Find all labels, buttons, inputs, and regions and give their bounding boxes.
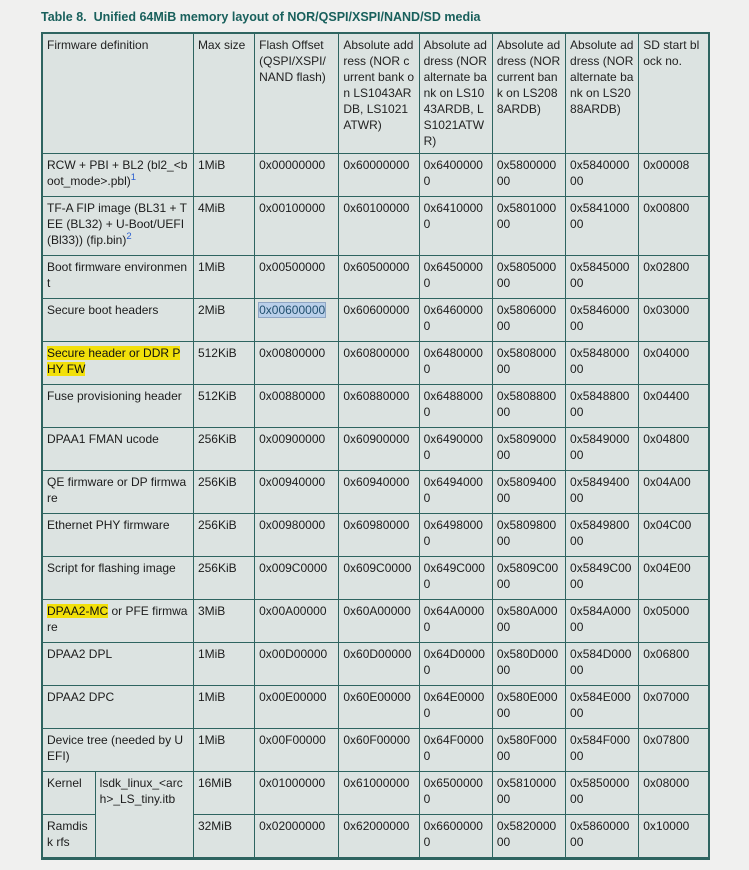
table-cell <box>339 772 419 815</box>
cell-text: 0x00980000 <box>259 518 326 532</box>
cell-text: 0x62000000 <box>343 819 410 833</box>
table-cell <box>255 686 339 729</box>
table-row <box>42 686 709 729</box>
table-cell <box>193 471 254 514</box>
table-cell <box>339 686 419 729</box>
table-cell <box>566 557 639 600</box>
cell-text: 0x580A00000 <box>496 604 558 634</box>
cell-text: 0x05000 <box>643 604 690 618</box>
cell-text: 0x01000000 <box>259 776 326 790</box>
table-cell <box>339 342 419 385</box>
table-cell <box>193 772 254 815</box>
column-header-7: Absolute address (NOR alternate bank on LS2088ARDB) <box>566 33 639 154</box>
table-cell <box>639 154 709 197</box>
cell-text: 0x64D00000 <box>423 647 485 677</box>
cell-text: 0x00D00000 <box>259 647 328 661</box>
cell-text: 0x580100000 <box>496 201 557 231</box>
table-cell <box>419 815 492 859</box>
cell-text: 0x5849C0000 <box>570 561 632 591</box>
cell-text: 0x64900000 <box>423 432 483 462</box>
cell-text: 0x08000 <box>643 776 690 790</box>
table-caption-label: Table 8. <box>41 10 87 24</box>
table-row <box>42 729 709 772</box>
table-row <box>42 299 709 342</box>
table-cell <box>492 514 565 557</box>
table-cell <box>419 772 492 815</box>
cell-text: 0x00A00000 <box>259 604 327 618</box>
table-cell <box>255 471 339 514</box>
cell-text: 0x60600000 <box>343 303 410 317</box>
table-cell <box>255 772 339 815</box>
table-cell <box>255 256 339 299</box>
table-row <box>42 514 709 557</box>
cell-text: 0x64100000 <box>423 201 483 231</box>
cell-text: 0x585000000 <box>570 776 630 806</box>
cell-text: 16MiB <box>197 776 232 790</box>
table-cell <box>566 428 639 471</box>
cell-text: 0x00880000 <box>259 389 326 403</box>
table-cell <box>255 428 339 471</box>
table-cell <box>255 514 339 557</box>
cell-text: 0x584E00000 <box>570 690 631 720</box>
table-cell <box>639 686 709 729</box>
cell-text: 0x65000000 <box>423 776 483 806</box>
cell-text: 512KiB <box>197 389 237 403</box>
cell-text: 0x009C0000 <box>259 561 328 575</box>
cell-text: 0x00500000 <box>259 260 326 274</box>
table-cell <box>492 256 565 299</box>
table-cell <box>566 729 639 772</box>
cell-text: 0x10000 <box>643 819 690 833</box>
cell-text: Device tree (needed by UEFI) <box>47 733 184 763</box>
table-cell <box>639 342 709 385</box>
table-cell <box>639 256 709 299</box>
table-cell <box>255 299 339 342</box>
cell-text: 0x649C0000 <box>423 561 485 591</box>
cell-text: RCW + PBI + BL2 (bl2_<boot_mode>.pbl) <box>47 158 188 188</box>
memory-layout-table <box>41 32 710 860</box>
cell-text: 0x580E00000 <box>496 690 558 720</box>
cell-text: 0x584980000 <box>570 518 630 548</box>
column-header-3: Flash Offset (QSPI/XSPI/NAND flash) <box>255 33 339 154</box>
table-cell <box>95 772 193 859</box>
cell-text: 0x582000000 <box>496 819 557 849</box>
table-cell <box>339 256 419 299</box>
table-row <box>42 256 709 299</box>
cell-text: 0x60A00000 <box>343 604 411 618</box>
table-header <box>42 33 709 154</box>
cell-text: 0x04C00 <box>643 518 692 532</box>
cell-text: 0x66000000 <box>423 819 483 849</box>
table-row <box>42 154 709 197</box>
table-cell <box>193 643 254 686</box>
cell-text: 0x586000000 <box>570 819 630 849</box>
cell-text: 0x580980000 <box>496 518 557 548</box>
cell-text: QE firmware or DP firmware <box>47 475 187 505</box>
cell-text: 1MiB <box>197 158 226 172</box>
table-cell <box>492 342 565 385</box>
cell-text: 0x00000000 <box>259 158 326 172</box>
table-cell <box>193 557 254 600</box>
table-cell <box>193 600 254 643</box>
table-cell <box>193 256 254 299</box>
table-cell <box>419 299 492 342</box>
table-cell <box>639 514 709 557</box>
table-cell <box>42 197 193 256</box>
table-cell <box>639 643 709 686</box>
table-row <box>42 342 709 385</box>
cell-text: 0x64880000 <box>423 389 483 419</box>
table-cell <box>42 815 95 859</box>
cell-text: 0x00940000 <box>259 475 326 489</box>
table-row <box>42 385 709 428</box>
document-page <box>0 10 749 870</box>
table-cell <box>639 600 709 643</box>
table-cell <box>419 729 492 772</box>
table-row <box>42 643 709 686</box>
table-cell <box>42 600 193 643</box>
table-cell <box>42 342 193 385</box>
cell-text: Secure boot headers <box>47 303 159 317</box>
table-cell <box>193 686 254 729</box>
table-cell <box>639 772 709 815</box>
table-cell <box>566 643 639 686</box>
table-cell <box>639 471 709 514</box>
cell-text: Fuse provisioning header <box>47 389 182 403</box>
cell-text: DPAA2 DPL <box>47 647 113 661</box>
cell-text: 0x60800000 <box>343 346 410 360</box>
cell-text: 256KiB <box>197 518 237 532</box>
table-cell <box>339 197 419 256</box>
cell-text: 0x60500000 <box>343 260 410 274</box>
table-caption-text: Unified 64MiB memory layout of NOR/QSPI/XSPI/NAND/SD media <box>93 10 481 24</box>
table-cell <box>42 686 193 729</box>
table-cell <box>255 385 339 428</box>
table-cell <box>566 197 639 256</box>
table-cell <box>193 342 254 385</box>
table-cell <box>419 256 492 299</box>
cell-text: DPAA2 DPC <box>47 690 115 704</box>
cell-text: 0x580500000 <box>496 260 557 290</box>
cell-text: 0x64A00000 <box>423 604 485 634</box>
cell-text: Kernel <box>47 776 82 790</box>
table-cell <box>419 154 492 197</box>
cell-text: 0x60D00000 <box>343 647 412 661</box>
yellow-highlighted-text: Secure header or DDR PHY FW <box>47 346 181 376</box>
table-cell <box>492 557 565 600</box>
table-cell <box>419 428 492 471</box>
cell-text: 0x584600000 <box>570 303 630 333</box>
table-row <box>42 197 709 256</box>
table-cell <box>492 154 565 197</box>
table-cell <box>566 772 639 815</box>
cell-text: 0x581000000 <box>496 776 557 806</box>
table-cell <box>492 729 565 772</box>
cell-text: 0x584880000 <box>570 389 630 419</box>
column-header-4: Absolute address (NOR current bank on LS1043ARDB, LS1021ATWR) <box>339 33 419 154</box>
cell-text: 0x00100000 <box>259 201 326 215</box>
yellow-highlighted-text: DPAA2-MC <box>47 604 109 618</box>
cell-text: 1MiB <box>197 690 226 704</box>
table-cell <box>193 385 254 428</box>
table-cell <box>255 815 339 859</box>
cell-text: 512KiB <box>197 346 237 360</box>
cell-text: 0x580F00000 <box>496 733 557 763</box>
cell-text: Ramdisk rfs <box>47 819 88 849</box>
table-cell <box>492 643 565 686</box>
cell-text: Script for flashing image <box>47 561 176 575</box>
table-cell <box>193 299 254 342</box>
cell-text: 0x64F00000 <box>423 733 484 763</box>
table-cell <box>255 729 339 772</box>
table-cell <box>566 256 639 299</box>
cell-text: 0x584900000 <box>570 432 630 462</box>
table-row <box>42 471 709 514</box>
cell-text: 0x07000 <box>643 690 690 704</box>
cell-text: 0x06800 <box>643 647 690 661</box>
table-cell <box>339 471 419 514</box>
column-header-6: Absolute address (NOR current bank on LS2088ARDB) <box>492 33 565 154</box>
table-cell <box>492 385 565 428</box>
column-header-1: Firmware definition <box>42 33 193 154</box>
cell-text: 0x00800 <box>643 201 690 215</box>
cell-text: Ethernet PHY firmware <box>47 518 170 532</box>
cell-text: 0x580000000 <box>496 158 557 188</box>
cell-text: 0x60940000 <box>343 475 410 489</box>
table-cell <box>419 514 492 557</box>
cell-text: 0x60000000 <box>343 158 410 172</box>
table-cell <box>42 471 193 514</box>
cell-text: 1MiB <box>197 733 226 747</box>
cell-text: 0x03000 <box>643 303 690 317</box>
cell-text: TF-A FIP image (BL31 + TEE (BL32) + U-Boot/UEFI (Bl33)) (fip.bin) <box>47 201 187 247</box>
table-cell <box>339 600 419 643</box>
table-cell <box>566 600 639 643</box>
cell-text: 0x584000000 <box>570 158 630 188</box>
cell-text: DPAA1 FMAN ucode <box>47 432 159 446</box>
table-cell <box>566 342 639 385</box>
cell-text: 0x60980000 <box>343 518 410 532</box>
cell-text: 0x584500000 <box>570 260 630 290</box>
table-cell <box>419 643 492 686</box>
table-body <box>42 154 709 859</box>
cell-text: 0x580940000 <box>496 475 557 505</box>
table-cell <box>492 686 565 729</box>
table-cell <box>255 154 339 197</box>
footnote-ref-link[interactable]: 1 <box>130 172 137 183</box>
cell-text: 0x07800 <box>643 733 690 747</box>
table-cell <box>255 600 339 643</box>
table-cell <box>42 256 193 299</box>
table-cell <box>42 299 193 342</box>
cell-text: 0x580600000 <box>496 303 557 333</box>
table-cell <box>193 197 254 256</box>
cell-text: 0x584800000 <box>570 346 630 376</box>
cell-text: 0x02800 <box>643 260 690 274</box>
cell-text: 1MiB <box>197 260 226 274</box>
cell-text: 0x64940000 <box>423 475 483 505</box>
cell-text: 0x64600000 <box>423 303 483 333</box>
table-cell <box>255 643 339 686</box>
selected-text-highlight: 0x00600000 <box>259 303 326 317</box>
table-cell <box>42 514 193 557</box>
cell-text: 0x584F00000 <box>570 733 631 763</box>
table-cell <box>339 729 419 772</box>
table-cell <box>492 471 565 514</box>
table-cell <box>492 815 565 859</box>
cell-text: 0x584940000 <box>570 475 630 505</box>
cell-text: 0x584100000 <box>570 201 630 231</box>
table-cell <box>639 815 709 859</box>
table-cell <box>193 428 254 471</box>
cell-text: 0x60900000 <box>343 432 410 446</box>
column-header-8: SD start block no. <box>639 33 709 154</box>
table-cell <box>255 197 339 256</box>
table-cell <box>566 385 639 428</box>
cell-text: 0x580900000 <box>496 432 557 462</box>
table-cell <box>492 197 565 256</box>
table-cell <box>566 514 639 557</box>
table-cell <box>419 471 492 514</box>
cell-text: 0x02000000 <box>259 819 326 833</box>
cell-text: 0x00F00000 <box>259 733 326 747</box>
cell-text: 0x60100000 <box>343 201 410 215</box>
cell-text: 0x580880000 <box>496 389 557 419</box>
table-cell <box>42 557 193 600</box>
table-cell <box>639 197 709 256</box>
table-cell <box>339 428 419 471</box>
table-cell <box>255 342 339 385</box>
cell-text: 0x00E00000 <box>259 690 327 704</box>
table-cell <box>42 729 193 772</box>
table-cell <box>639 729 709 772</box>
cell-text: 32MiB <box>197 819 232 833</box>
table-cell <box>492 428 565 471</box>
cell-text: 0x64800000 <box>423 346 483 376</box>
cell-text: 0x00800000 <box>259 346 326 360</box>
cell-text: or PFE firmware <box>47 604 188 634</box>
table-cell <box>492 299 565 342</box>
cell-text: 0x04E00 <box>643 561 691 575</box>
table-cell <box>419 385 492 428</box>
column-header-5: Absolute address (NOR alternate bank on LS1043ARDB, LS1021ATWR) <box>419 33 492 154</box>
table-cell <box>339 815 419 859</box>
table-row <box>42 557 709 600</box>
cell-text: 0x580800000 <box>496 346 557 376</box>
table-cell <box>419 557 492 600</box>
table-cell <box>339 514 419 557</box>
cell-text: 0x64000000 <box>423 158 483 188</box>
table-cell <box>339 299 419 342</box>
cell-text: 0x04000 <box>643 346 690 360</box>
cell-text: 0x584A00000 <box>570 604 631 634</box>
table-row <box>42 772 709 815</box>
table-cell <box>492 600 565 643</box>
table-cell <box>42 772 95 815</box>
column-header-2: Max size <box>193 33 254 154</box>
table-cell <box>339 154 419 197</box>
cell-text: 4MiB <box>197 201 226 215</box>
table-cell <box>42 643 193 686</box>
table-cell <box>42 428 193 471</box>
table-cell <box>42 385 193 428</box>
table-cell <box>339 385 419 428</box>
table-cell <box>193 154 254 197</box>
cell-text: 0x04800 <box>643 432 690 446</box>
table-cell <box>566 471 639 514</box>
table-cell <box>339 643 419 686</box>
cell-text: 256KiB <box>197 475 237 489</box>
cell-text: 3MiB <box>197 604 226 618</box>
cell-text: 1MiB <box>197 647 226 661</box>
cell-text: 2MiB <box>197 303 226 317</box>
footnote-ref-link[interactable]: 2 <box>126 231 132 242</box>
table-cell <box>419 686 492 729</box>
cell-text: Boot firmware environment <box>47 260 188 290</box>
cell-text: 256KiB <box>197 561 237 575</box>
table-row <box>42 600 709 643</box>
table-caption <box>41 10 749 24</box>
table-cell <box>639 557 709 600</box>
cell-text: 0x609C0000 <box>343 561 412 575</box>
cell-text: 0x04400 <box>643 389 690 403</box>
table-cell <box>639 428 709 471</box>
table-cell <box>566 686 639 729</box>
cell-text: 0x00008 <box>643 158 690 172</box>
table-cell <box>566 154 639 197</box>
table-cell <box>339 557 419 600</box>
cell-text: 0x60880000 <box>343 389 410 403</box>
table-cell <box>566 299 639 342</box>
table-cell <box>193 729 254 772</box>
table-cell <box>639 299 709 342</box>
table-cell <box>419 342 492 385</box>
cell-text: lsdk_linux_<arch>_LS_tiny.itb <box>99 776 183 806</box>
cell-text: 0x64980000 <box>423 518 483 548</box>
cell-text: 0x5809C0000 <box>496 561 559 591</box>
header-row <box>42 33 709 154</box>
cell-text: 0x04A00 <box>643 475 691 489</box>
cell-text: 0x60F00000 <box>343 733 411 747</box>
table-cell <box>193 514 254 557</box>
cell-text: 0x61000000 <box>343 776 410 790</box>
table-cell <box>419 197 492 256</box>
table-row <box>42 428 709 471</box>
table-cell <box>566 815 639 859</box>
cell-text: 256KiB <box>197 432 237 446</box>
table-cell <box>193 815 254 859</box>
cell-text: 0x64500000 <box>423 260 483 290</box>
cell-text: 0x64E00000 <box>423 690 485 720</box>
cell-text: 0x60E00000 <box>343 690 411 704</box>
table-cell <box>639 385 709 428</box>
table-cell <box>42 154 193 197</box>
cell-text: 0x584D00000 <box>570 647 632 677</box>
cell-text: 0x580D00000 <box>496 647 559 677</box>
table-cell <box>492 772 565 815</box>
table-cell <box>255 557 339 600</box>
table-cell <box>419 600 492 643</box>
cell-text: 0x00900000 <box>259 432 326 446</box>
